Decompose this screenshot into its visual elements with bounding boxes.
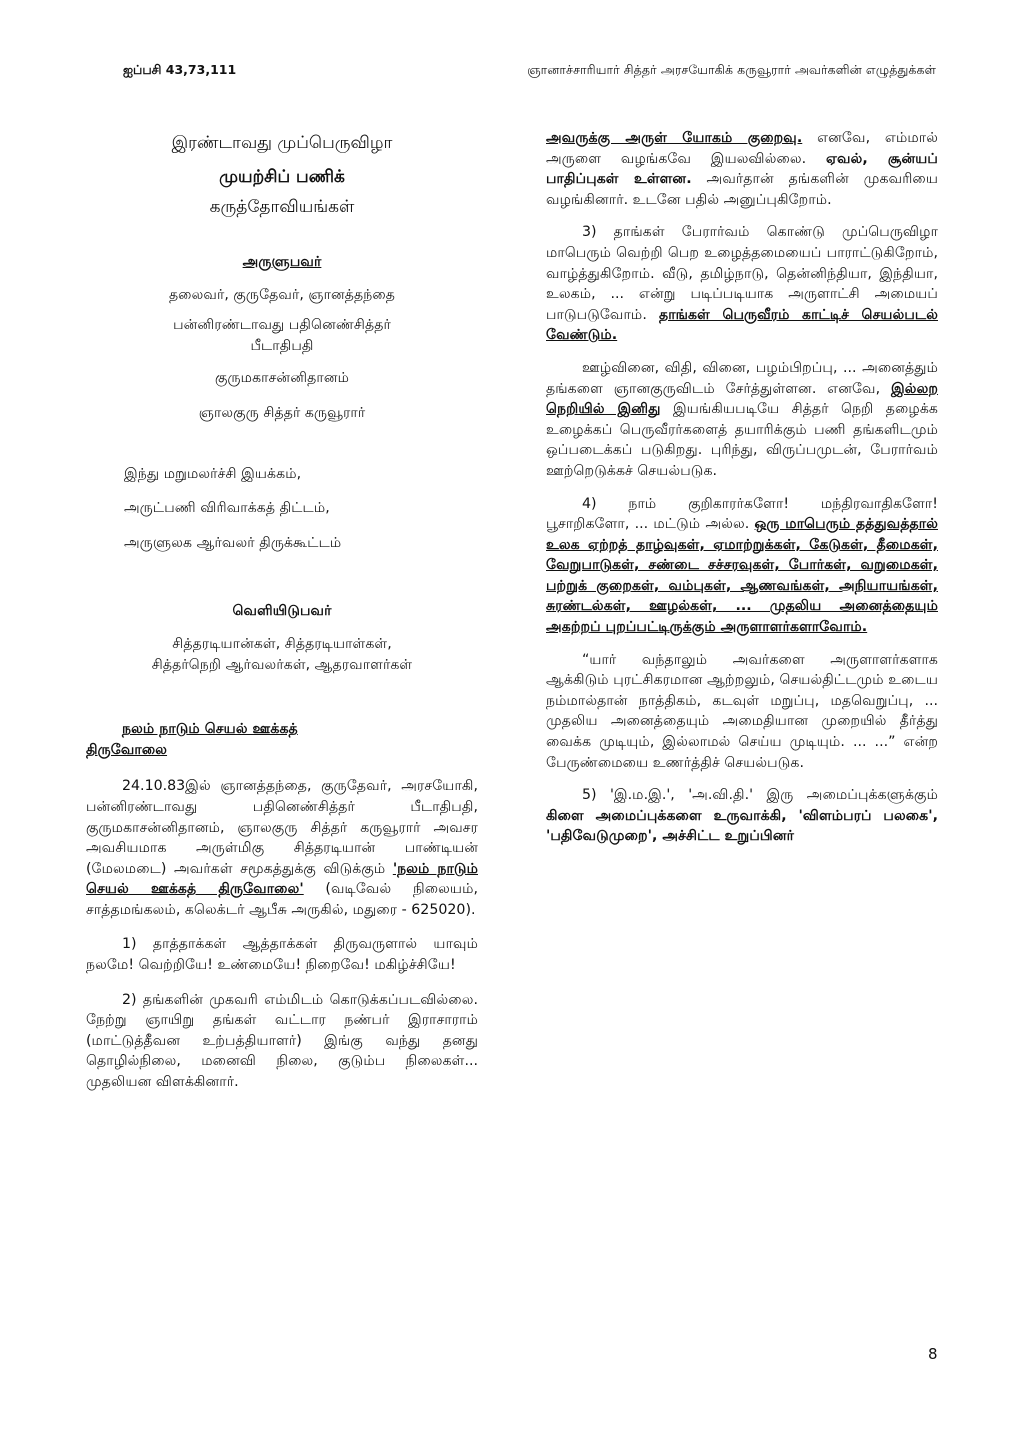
paragraph: 2) தங்களின் முகவரி எம்மிடம் கொடுக்கப்படவில்லை. நேற்று ஞாயிறு தங்கள் வட்டார நண்பர் இராசாராம் (மாட்டுத்தீவன உற்பத்தியாளர்) இங்கு வந்து தனது தொழில்நிலை, மனைவி நிலை, குடும்ப நிலைகள்... முதலியன விளக்கினார்.: [86, 991, 478, 1091]
paragraph-text: எனவே, எம்மால் அருளை வழங்கவே இயலவில்லை.: [546, 130, 938, 167]
paragraph-emphasis: இல்லற நெறியில் இனிது: [546, 380, 939, 418]
paragraph-emphasis: 'நலம் நாடும் செயல் ஊக்கத் திருவோலை': [86, 860, 478, 898]
paragraph-emphasis: அவருக்கு அருள் யோகம் குறைவு.: [546, 130, 803, 146]
header-issue: ஐப்பசி 43,73,111: [123, 62, 237, 77]
paragraph-text: 4) நாம் குறிகாரர்களோ! மந்திரவாதிகளோ! பூசாறிகளோ, ... மட்டும் அல்ல.: [546, 495, 938, 533]
paragraph-emphasis: தாங்கள் பெருவீரம் காட்டிச் செயல்படல் வேண்டும்.: [546, 306, 938, 344]
running-header: [123, 62, 936, 79]
paragraph-text: அவர்தான் தங்களின் முகவரியை வழங்கினார். உடனே பதில் அனுப்புகிறோம்.: [546, 171, 938, 208]
paragraph: 1) தாத்தாக்கள் ஆத்தாக்கள் திருவருளால் யாவும் நலமே! வெற்றியே! உண்மையே! நிறைவே! மகிழ்ச்சியே!: [86, 936, 478, 974]
giver-line: ஞாலகுரு சித்தர் கருவூரார்: [198, 404, 366, 421]
page-number: 8: [928, 1345, 938, 1363]
paragraph: [546, 358, 938, 482]
giver-line: பீடாதிபதி: [250, 337, 314, 354]
org-line: இந்து மறுமலர்ச்சி இயக்கம்,: [124, 465, 302, 482]
paragraph: [546, 222, 938, 346]
paragraph-text: 24.10.83இல் ஞானத்தந்தை, குருதேவர், அரசயோகி, பன்னிரண்டாவது பதினெண்சித்தர் பீடாதிபதி, குருமகாசன்னிதானம், ஞாலகுரு சித்தர் கருவூரார் அவசர அவசியமாக அருள்மிகு சித்தரடியான் பாண்டியன் (மேலமடை) அவர்கள் சமூகத்துக்கு விடுக்கும்: [86, 778, 478, 877]
publisher-heading: வெளியிடுபவர்: [232, 603, 332, 620]
paragraph-text: (வடிவேல் நிலையம், சாத்தமங்கலம், கலெக்டர் ஆபீசு அருகில், மதுரை - 625020).: [86, 881, 478, 918]
org-line: அருளுலக ஆர்வலர் திருக்கூட்டம்: [124, 534, 342, 551]
paragraph: [86, 776, 478, 920]
paragraph-text: இயங்கியபடியே சித்தர் நெறி தழைக்க உழைக்கப் பெருவீரர்களைத் தயாரிக்கும் பணி தங்களிடமும் ஒப்படைக்கப் படுகிறது. புரிந்து, விருப்பமுடன், பேரார்வம் ஊற்றெடுக்கச் செயல்படுக.: [546, 401, 938, 479]
header-author: ஞானாச்சாரியார் சித்தர் அரசயோகிக் கருவூரார் அவர்களின் எழுத்துக்கள்: [527, 62, 936, 77]
giver-heading: அருளுபவர்: [242, 254, 322, 270]
doc-title-line1: இரண்டாவது முப்பெருவிழா: [171, 133, 393, 153]
paragraph-emphasis: ஒரு மாபெரும் தத்துவத்தால் உலக ஏற்றத் தாழ்வுகள், ஏமாற்றுக்கள், கேடுகள், தீமைகள், வேறுபாடுகள், சண்டை சச்சரவுகள், போர்கள், வறுமைகள், பற்றுக் குறைகள், வம்புகள், ஆணவங்கள், அநியாயங்கள், சுரண்டல்கள், ஊழல்கள், ... முதலிய அனைத்தையும் அகற்றப் புறப்பட்டிருக்கும் அருளாளர்களாவோம்.: [546, 516, 938, 636]
paragraph: [546, 494, 938, 638]
right-column: [546, 128, 938, 847]
paragraph-bold: கிளை அமைப்புக்களை உருவாக்கி, 'விளம்பரப் பலகை', 'பதிவேடுமுறை', அச்சிட்ட உறுப்பினர்: [546, 807, 938, 845]
paragraph-text: ஊழ்வினை, விதி, வினை, பழம்பிறப்பு, ... அனைத்தும் தங்களை ஞானகுருவிடம் சேர்த்துள்ளன. எனவே,: [546, 359, 938, 397]
publisher-line: சித்தர்நெறி ஆர்வலர்கள், ஆதரவாளர்கள்: [151, 656, 413, 673]
org-line: அருட்பணி விரிவாக்கத் திட்டம்,: [124, 500, 330, 517]
doc-title-line3: கருத்தோவியங்கள்: [209, 197, 355, 217]
doc-title-line2: முயற்சிப் பணிக்: [219, 167, 345, 187]
giver-line: பன்னிரண்டாவது பதினெண்சித்தர்: [173, 317, 391, 334]
paragraph: [546, 128, 938, 210]
paragraph: “யார் வந்தாலும் அவர்களை அருளாளர்களாக ஆக்கிடும் புரட்சிகரமான ஆற்றலும், செயல்திட்டமும் உடைய நம்மால்தான் நாத்திகம், கடவுள் மறுப்பு, மதவெறுப்பு, ... முதலிய அனைத்தையும் அமைதியான முறையில் தீர்த்து வைக்க முடியும், இல்லாமல் செய்ய முடியும். ... ...” என்ற பேருண்மையை உணர்த்திச் செயல்படுக.: [546, 651, 938, 771]
section-heading-cont: திருவோலை: [86, 741, 168, 758]
giver-line: தலைவர், குருதேவர், ஞானத்தந்தை: [168, 286, 396, 303]
paragraph: [546, 785, 938, 847]
paragraph-text: 5) 'இ.ம.இ.', 'அ.வி.தி.' இரு அமைப்புக்களுக்கும்: [582, 787, 938, 804]
giver-line: குருமகாசன்னிதானம்: [215, 370, 349, 387]
paragraph-text: 3) தாங்கள் பேரார்வம் கொண்டு முப்பெருவிழா மாபெரும் வெற்றி பெற உழைத்தமையைப் பாராட்டுகிறோம், வாழ்த்துகிறோம். வீடு, தமிழ்நாடு, தென்னிந்தியா, இந்தியா, உலகம், ... என்று படிப்படியாக அருளாட்சி அமையப் பாடுபடுவோம்.: [546, 224, 938, 323]
left-column: [86, 128, 478, 1093]
paragraph-bold: ஏவல், சூன்யப் பாதிப்புகள் உள்ளன.: [546, 150, 938, 188]
section-heading: நலம் நாடும் செயல் ஊக்கத்: [122, 721, 298, 738]
publisher-line: சித்தரடியான்கள், சித்தரடியாள்கள்,: [172, 635, 392, 652]
